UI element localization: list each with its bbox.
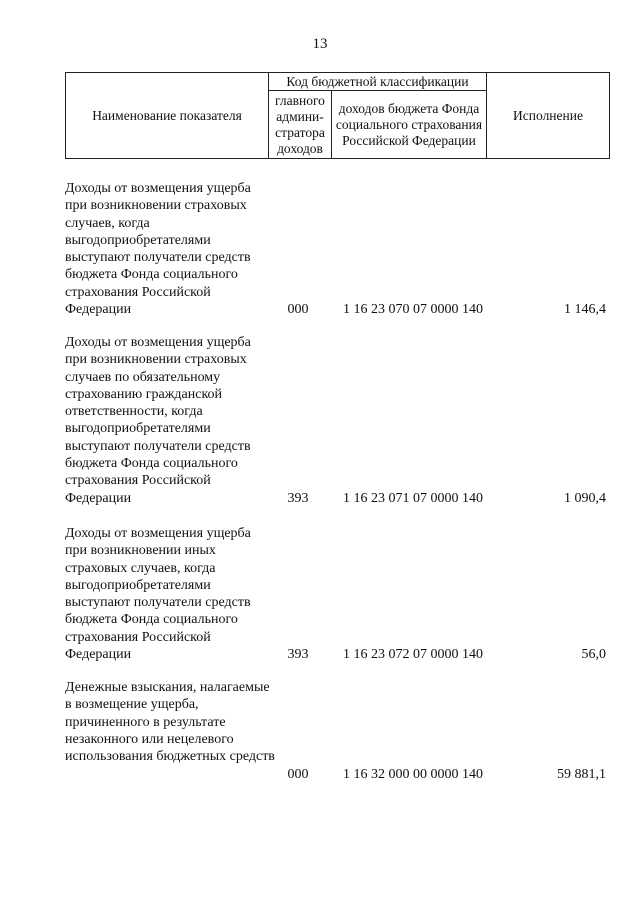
row-budget-code: 1 16 23 072 07 0000 140: [343, 647, 483, 662]
header-budget-classification-code: Код бюджетной классификации: [269, 73, 487, 91]
row-budget-code: 1 16 23 070 07 0000 140: [343, 302, 483, 317]
page-number: 13: [312, 36, 328, 52]
row-indicator-name: Доходы от возмещения ущерба при возникновении страховых случаев, когда выгодоприобретателями выступают получатели средств бюджета Фонда социального страхования Российской Федерации: [65, 181, 251, 318]
row-amount: 1 146,4: [564, 302, 606, 317]
row-admin-code: 393: [287, 491, 309, 506]
row-amount: 56,0: [581, 647, 606, 662]
row-admin-code: 000: [287, 302, 309, 317]
row-budget-code: 1 16 32 000 00 0000 140: [343, 767, 483, 782]
header-execution: Исполнение: [513, 107, 583, 123]
header-chief-administrator: главного админи-стратора доходов: [269, 91, 332, 158]
row-indicator-name: Денежные взыскания, налагаемые в возмещение ущерба, причиненного в результате незаконного или нецелевого использования бюджетных средств: [65, 680, 275, 765]
row-admin-code: 393: [287, 647, 309, 662]
header-fund-revenues: доходов бюджета Фонда социального страхования Российской Федерации: [332, 91, 487, 158]
row-admin-code: 000: [287, 767, 309, 782]
row-amount: 1 090,4: [564, 491, 606, 506]
row-amount: 59 881,1: [557, 767, 606, 782]
header-indicator-name: Наименование показателя: [66, 73, 269, 158]
row-indicator-name: Доходы от возмещения ущерба при возникновении страховых случаев по обязательному страхованию гражданской ответственности, когда выгодоприобретателями выступают получатели средств бюджета Фонда социального страхования Российской Федерации: [65, 335, 251, 506]
row-budget-code: 1 16 23 071 07 0000 140: [343, 491, 483, 506]
row-indicator-name: Доходы от возмещения ущерба при возникновении иных страховых случаев, когда выгодоприобретателями выступают получатели средств бюджета Фонда социального страхования Российской Федерации: [65, 526, 251, 663]
